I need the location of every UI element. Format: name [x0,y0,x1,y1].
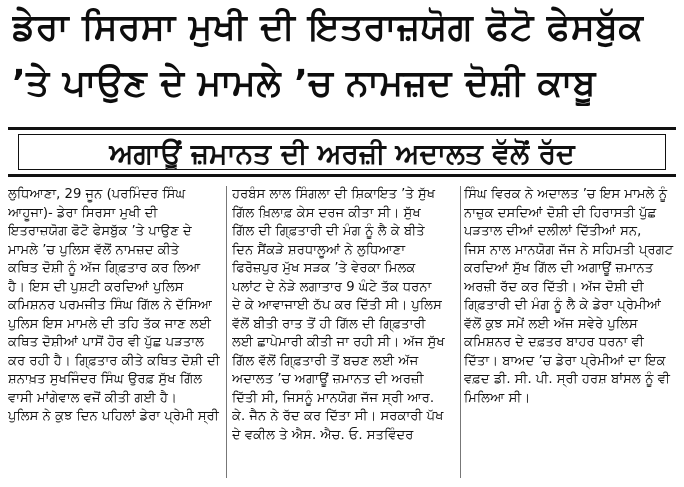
text-line: ਵਾਸੀ ਮਾਂਗੇਵਾਲ ਵਜੋਂ ਕੀਤੀ ਗਈ ਹੈ। [8,390,177,406]
text-line: ਕਥਿਤ ਦੋਸ਼ੀ ਨੂੰ ਅੱਜ ਗਿ੍ਫ਼ਤਾਰ ਕਰ ਲਿਆ [8,261,201,276]
text-line: ਵੱਲੋਂ ਬੀਤੀ ਰਾਤ ਤੋਂ ਹੀ ਗਿੱਲ ਦੀ ਗਿ੍ਫ਼ਤਾਰੀ [232,316,426,332]
subheadline: ਅਗਾਊਂ ਜ਼ਮਾਨਤ ਦੀ ਅਰਜ਼ੀ ਅਦਾਲਤ ਵੱਲੋਂ ਰੱਦ [18,134,666,170]
text-line: ਹਰਬੰਸ ਲਾਲ ਸਿੰਗਲਾ ਦੀ ਸ਼ਿਕਾਇਤ ’ਤੇ ਸੁੱਖ [232,187,436,202]
text-line: ਮਿਲਿਆ ਸੀ। [464,390,531,406]
headline-line-1: ਡੇਰਾ ਸਿਰਸਾ ਮੁਖੀ ਦੀ ਇਤਰਾਜ਼ਯੋਗ ਫੋਟੋ ਫੇਸਬੁੱਕ [12,7,644,48]
text-line: ਗਿ੍ਫ਼ਤਾਰੀ ਦੀ ਮੰਗ ਨੂੰ ਲੈ ਕੇ ਡੇਰਾ ਪ੍ਰੇਮੀਆਂ [464,298,662,313]
column-divider [226,186,227,478]
text-line: ਹੈ। ਇਸ ਦੀ ਪੁਸ਼ਟੀ ਕਰਦਿਆਂ ਪੁਲਿਸ [8,279,184,295]
text-line: ਕਥਿਤ ਦੋਸ਼ੀਆਂ ਪਾਸੋਂ ਹੋਰ ਵੀ ਪੁੱਛ ਪੜਤਾਲ [8,335,205,350]
text-line: ਕੇ. ਜੈਨ ਨੇ ਰੱਦ ਕਰ ਦਿੱਤਾ ਸੀ। ਸਰਕਾਰੀ ਪੱਖ [232,409,444,424]
text-line: ਕਰਦਿਆਂ ਸੁੱਖ ਗਿੱਲ ਦੀ ਅਗਾਊਂ ਜ਼ਮਾਨਤ [464,261,654,276]
text-line: ਇਤਰਾਜ਼ਯੋਗ ਫੋਟੋ ਫੇਸਬੁੱਕ ’ਤੇ ਪਾਉਣ ਦੇ [8,224,192,239]
text-line: ਗਿੱਲ ਵੱਲੋਂ ਗਿ੍ਫ਼ਤਾਰੀ ਤੋਂ ਬਚਣ ਲਈ ਅੱਜ [232,353,419,369]
text-line: ਦੇ ਕੇ ਆਵਾਜਾਈ ਠੱਪ ਕਰ ਦਿੱਤੀ ਸੀ। ਪੁਲਿਸ [232,298,442,313]
text-line: ਦੇ ਵਕੀਲ ਤੇ ਐਸ. ਐਚ. ਓ. ਸਤਵਿੰਦਰ [232,427,414,443]
text-line: ਪੜਤਾਲ ਦੀਆਂ ਦਲੀਲਾਂ ਦਿੱਤੀਆਂ ਸਨ, [464,224,642,239]
article-column-1 [8,186,220,482]
column-divider [460,186,461,478]
text-line: ਦਿੱਤਾ। ਬਾਅਦ ’ਚ ਡੇਰਾ ਪ੍ਰੇਮੀਆਂ ਦਾ ਇਕ [464,353,666,369]
article-column-3 [464,186,676,482]
text-line: ਪਲਾਂਟ ਦੇ ਨੇੜੇ ਲਗਾਤਾਰ 9 ਘੰਟੇ ਤੱਕ ਧਰਨਾ [232,279,432,295]
text-line: ਗਿੱਲ ਖ਼ਿਲਾਫ਼ ਕੇਸ ਦਰਜ ਕੀਤਾ ਸੀ। ਸੁੱਖ [232,205,421,221]
text-line: ਫਿਰੋਜ਼ਪੁਰ ਮੁੱਖ ਸੜਕ ’ਤੇ ਵੇਰਕਾ ਮਿਲਕ [232,261,416,276]
text-line: ਆਹੂਜਾ)- ਡੇਰਾ ਸਿਰਸਾ ਮੁਖੀ ਦੀ [8,205,158,221]
text-line: ਸ਼ਨਾਖ਼ਤ ਸੁਖਜਿੰਦਰ ਸਿੰਘ ਉਰਫ਼ ਸੁੱਖ ਗਿੱਲ [8,372,203,387]
article-column-2 [232,186,456,482]
text-line: ਅਰਜ਼ੀ ਰੱਦ ਕਰ ਦਿੱਤੀ। ਅੱਜ ਦੋਸ਼ੀ ਦੀ [464,279,644,295]
text-line: ਮਾਮਲੇ ’ਚ ਪੁਲਿਸ ਵੱਲੋਂ ਨਾਮਜ਼ਦ ਕੀਤੇ [8,242,180,258]
text-line: ਪੁਲਿਸ ਇਸ ਮਾਮਲੇ ਦੀ ਤਹਿ ਤੱਕ ਜਾਣ ਲਈ [8,316,212,332]
text-line: ਵੱਲੋਂ ਕੁਝ ਸਮੇਂ ਲਈ ਅੱਜ ਸਵੇਰੇ ਪੁਲਿਸ [464,316,638,332]
text-line: ਕਮਿਸ਼ਨਰ ਦੇ ਦਫ਼ਤਰ ਬਾਹਰ ਧਰਨਾ ਵੀ [464,335,644,350]
text-line: ਗਿੱਲ ਦੀ ਗਿ੍ਫ਼ਤਾਰੀ ਦੀ ਮੰਗ ਨੂੰ ਲੈ ਕੇ ਬੀਤੇ [232,224,425,239]
text-line: ਜਿਸ ਨਾਲ ਮਾਨਯੋਗ ਜੱਜ ਨੇ ਸਹਿਮਤੀ ਪ੍ਰਗਟ [464,242,674,258]
text-line: ਦਿੱਤੀ ਸੀ, ਜਿਸਨੂੰ ਮਾਨਯੋਗ ਜੱਜ ਸ੍ਰੀ ਆਰ. [232,390,435,406]
text-line: ਨਾਜ਼ੁਕ ਦਸਦਿਆਂ ਦੋਸ਼ੀ ਦੀ ਹਿਰਾਸਤੀ ਪੁੱਛ [464,205,657,221]
text-line: ਕਰ ਰਹੀ ਹੈ। ਗਿ੍ਫ਼ਤਾਰ ਕੀਤੇ ਕਥਿਤ ਦੋਸ਼ੀ ਦੀ [8,353,220,369]
text-line: ਅਦਾਲਤ ’ਚ ਅਗਾਊਂ ਜ਼ਮਾਨਤ ਦੀ ਅਰਜ਼ੀ [232,372,424,387]
text-line: ਲਈ ਛਾਪੇਮਾਰੀ ਕੀਤੀ ਜਾ ਰਹੀ ਸੀ। ਅੱਜ ਸੁੱਖ [232,335,445,350]
text-line: ਪੁਲਿਸ ਨੇ ਕੁਝ ਦਿਨ ਪਹਿਲਾਂ ਡੇਰਾ ਪ੍ਰੇਮੀ ਸ੍ਰੀ [8,409,219,424]
text-line: ਕਮਿਸ਼ਨਰ ਪਰਮਜੀਤ ਸਿੰਘ ਗਿੱਲ ਨੇ ਦੱਸਿਆ [8,298,212,313]
subheadline-box [8,127,676,177]
text-line: ਲੁਧਿਆਣਾ, 29 ਜੂਨ (ਪਰਮਿੰਦਰ ਸਿੰਘ [8,187,186,202]
text-line: ਦਿਨ ਸੈਂਕੜੇ ਸ਼ਰਧਾਲੂਆਂ ਨੇ ਲੁਧਿਆਣਾ [232,242,406,258]
text-line: ਵਫ਼ਦ ਡੀ. ਸੀ. ਪੀ. ਸ੍ਰੀ ਹਰਸ਼ ਬਾਂਸਲ ਨੂੰ ਵੀ [464,372,670,387]
text-line: ਸਿੰਘ ਵਿਰਕ ਨੇ ਅਦਾਲਤ ’ਚ ਇਸ ਮਾਮਲੇ ਨੂੰ [464,187,668,202]
headline-line-2: ’ਤੇ ਪਾਉਣ ਦੇ ਮਾਮਲੇ ’ਚ ਨਾਮਜ਼ਦ ਦੋਸ਼ੀ ਕਾਬੂ [12,63,596,104]
